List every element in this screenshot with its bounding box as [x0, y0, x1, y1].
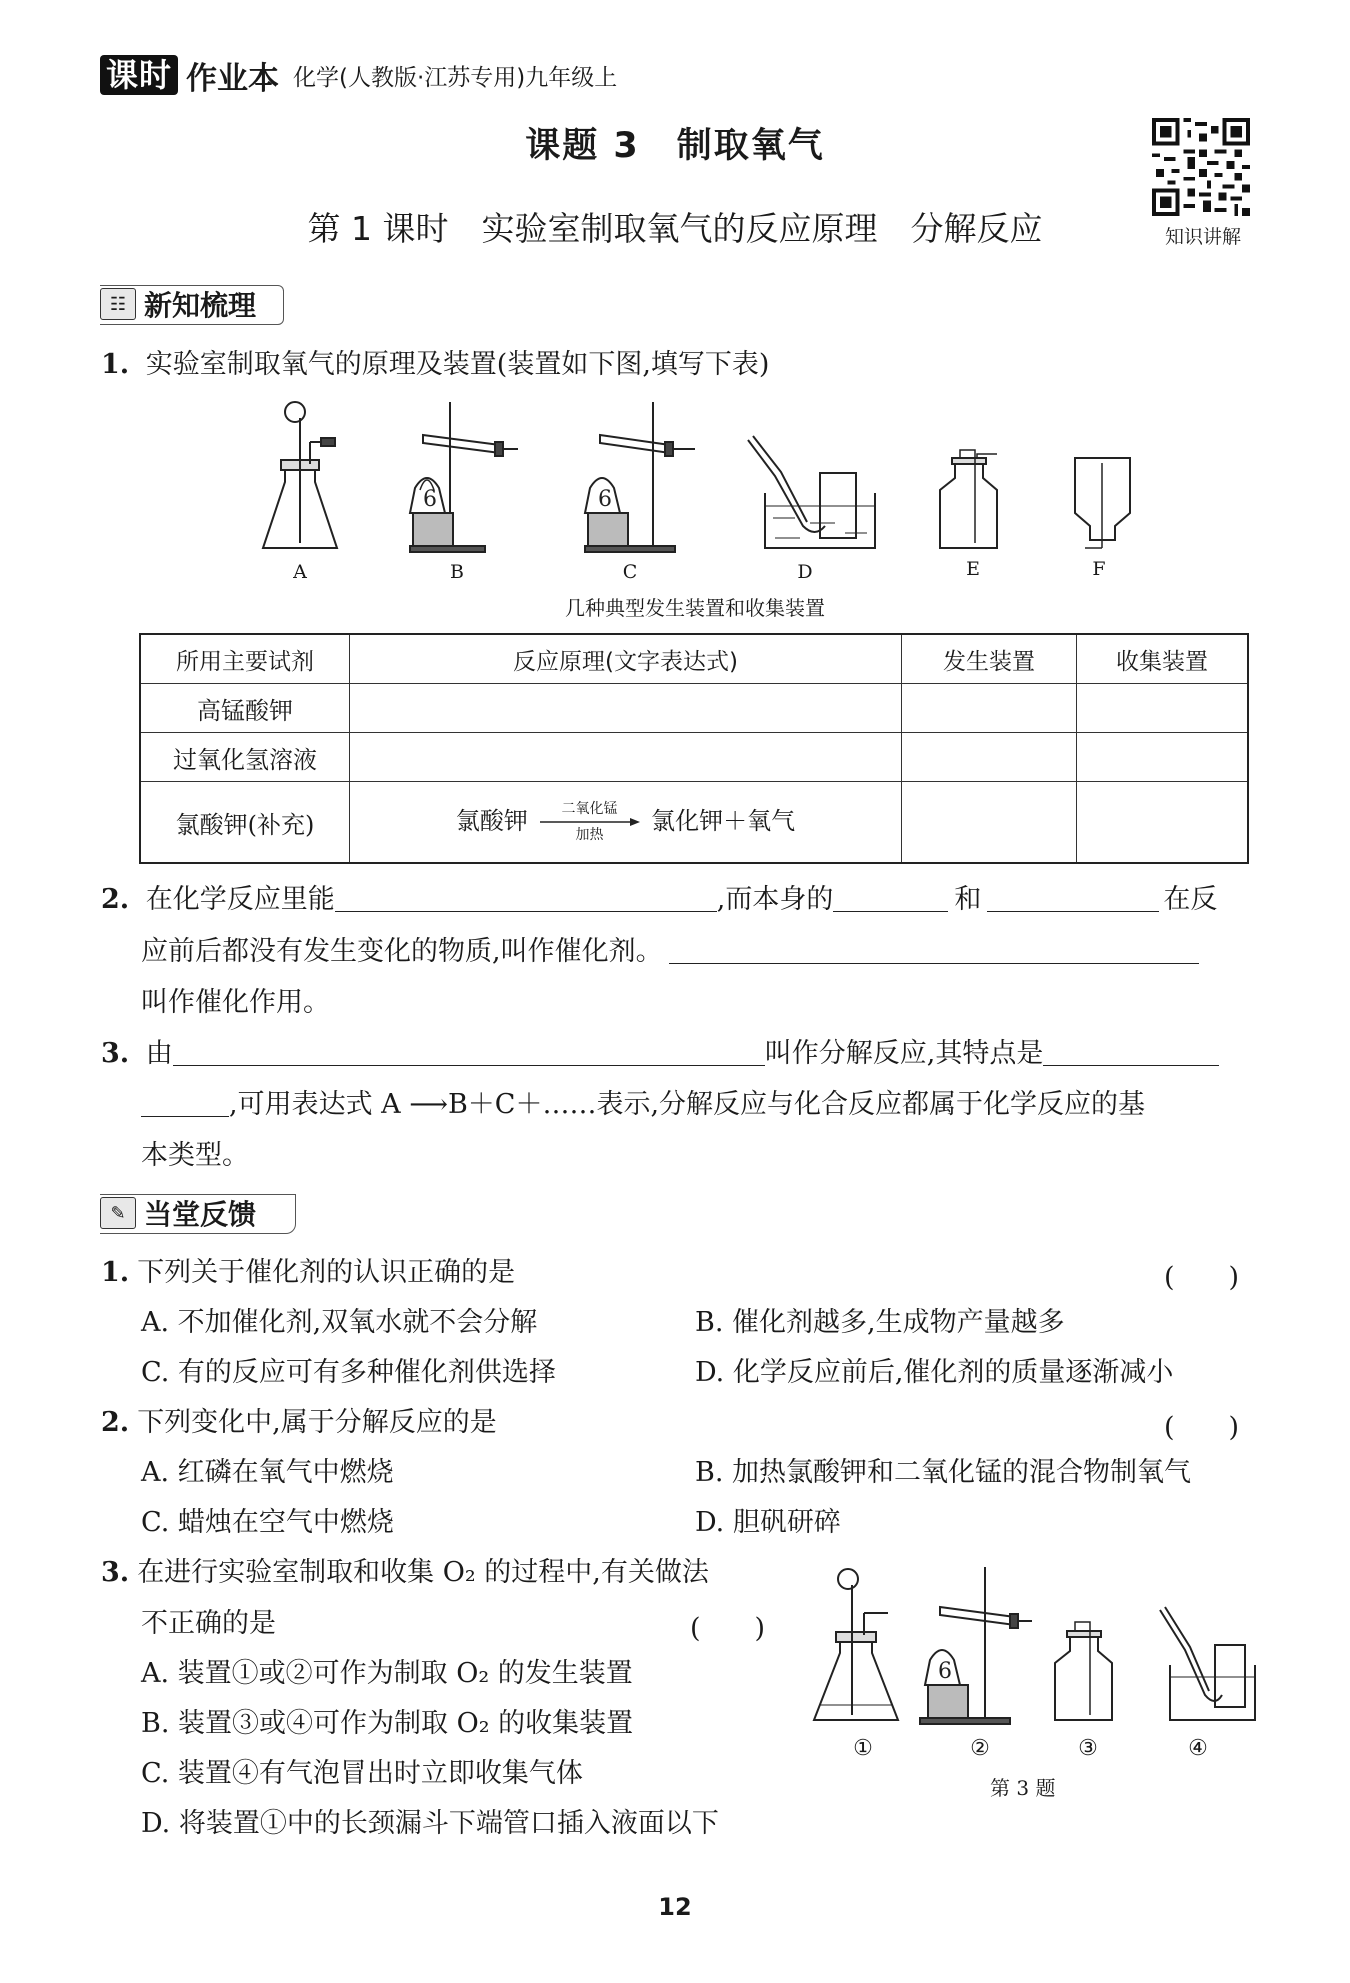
section-header-new-knowledge: [100, 285, 256, 323]
table-header: 收集装置: [1077, 634, 1249, 684]
question-text: 下列变化中,属于分解反应的是: [137, 1407, 497, 1438]
option-c[interactable]: C. 蜡烛在空气中燃烧: [141, 1507, 394, 1538]
table-cell-principle[interactable]: [350, 733, 902, 782]
table-header: 反应原理(文字表达式): [350, 634, 902, 684]
figure-caption: 第 3 题: [990, 1776, 1056, 1800]
table-cell-generator[interactable]: [902, 733, 1077, 782]
section-title: 当堂反馈: [144, 1198, 257, 1231]
feedback-question-3-stem: [101, 1555, 709, 1591]
table-cell-generator[interactable]: [902, 684, 1077, 733]
option-d[interactable]: D. 胆矾研碎: [695, 1507, 841, 1538]
apparatus-label-e: E: [966, 558, 980, 580]
question-3-line-3: 本类型。: [141, 1140, 249, 1171]
principle-left: 氯酸钾: [455, 806, 528, 835]
answer-blank[interactable]: [669, 935, 1199, 964]
answer-blank[interactable]: [173, 1037, 765, 1066]
feedback-question-2-stem: [101, 1405, 497, 1441]
question-number: 3.: [101, 1038, 130, 1069]
option-b[interactable]: B. 催化剂越多,生成物产量越多: [695, 1307, 1065, 1338]
question-3-line-2: [141, 1087, 1145, 1123]
option-a[interactable]: A. 红磷在氧气中燃烧: [141, 1457, 394, 1488]
table-cell-collector[interactable]: [1077, 733, 1249, 782]
svg-text:6: 6: [423, 487, 437, 512]
section-title: 新知梳理: [144, 289, 257, 322]
question-number: 1.: [101, 1257, 130, 1288]
answer-parentheses[interactable]: ( ): [690, 1613, 766, 1644]
question-3-line-1: [101, 1036, 1219, 1072]
figure-caption: 几种典型发生装置和收集装置: [565, 596, 825, 620]
apparatus-label-a: A: [293, 561, 307, 583]
table-cell-reagent: 氯酸钾(补充): [140, 782, 350, 864]
apparatus-d-water-trough: [748, 436, 875, 548]
table-cell-generator[interactable]: [902, 782, 1077, 864]
option-c[interactable]: C. 装置④有气泡冒出时立即收集气体: [141, 1758, 583, 1789]
option-a[interactable]: A. 不加催化剂,双氧水就不会分解: [141, 1307, 538, 1338]
option-b[interactable]: B. 加热氯酸钾和二氧化锰的混合物制氧气: [695, 1457, 1192, 1488]
table-row: [140, 782, 1248, 864]
feedback-question-3-stem-2: 不正确的是: [141, 1608, 276, 1639]
question-text: 和: [954, 884, 982, 915]
option-b[interactable]: B. 装置③或④可作为制取 O₂ 的收集装置: [141, 1708, 634, 1739]
answer-parentheses[interactable]: ( ): [1164, 1262, 1240, 1293]
question-text: 实验室制取氧气的原理及装置(装置如下图,填写下表): [145, 349, 770, 380]
apparatus-c-heating: [585, 402, 695, 552]
answer-parentheses[interactable]: ( ): [1164, 1412, 1240, 1443]
principle-right: 氯化钾＋氧气: [651, 806, 796, 835]
answer-blank[interactable]: [833, 883, 948, 912]
question-text: 在反: [1163, 884, 1218, 915]
table-header: 所用主要试剂: [140, 634, 350, 684]
figure-1-flask: [814, 1569, 898, 1720]
apparatus-f-inverted-bottle: [1075, 458, 1130, 548]
reaction-table: [139, 633, 1249, 864]
table-cell-collector[interactable]: [1077, 684, 1249, 733]
topic-title: 课题 3 制取氧气: [525, 126, 825, 166]
question-number: 1.: [101, 349, 130, 380]
apparatus-label-f: F: [1092, 558, 1106, 580]
page-number: 12: [658, 1893, 692, 1921]
table-cell-collector[interactable]: [1077, 782, 1249, 864]
brand-box: 课时: [100, 55, 178, 95]
question-number: 2.: [101, 884, 130, 915]
option-a[interactable]: A. 装置①或②可作为制取 O₂ 的发生装置: [141, 1658, 633, 1689]
question-number: 3.: [101, 1557, 130, 1588]
option-c[interactable]: C. 有的反应可有多种催化剂供选择: [141, 1357, 556, 1388]
table-header: 发生装置: [902, 634, 1077, 684]
question-2-line-3: 叫作催化作用。: [141, 987, 330, 1018]
qr-code-icon[interactable]: [1152, 118, 1250, 216]
arrow-icon: [540, 817, 640, 827]
qr-label: 知识讲解: [1164, 226, 1241, 248]
reaction-condition: [540, 801, 640, 843]
question-text: ,可用表达式 A ⟶B＋C＋……表示,分解反应与化合反应都属于化学反应的基: [229, 1089, 1146, 1120]
feedback-question-1-stem: [101, 1255, 515, 1291]
question-2-line-1: [101, 882, 1217, 918]
apparatus-b-heating: [410, 402, 518, 552]
figure-label-2: ②: [970, 1736, 990, 1761]
apparatus-figure: [255, 398, 1155, 558]
answer-blank[interactable]: [141, 1088, 229, 1117]
question-1-stem: [101, 347, 769, 383]
condition-label: 加热: [575, 827, 604, 844]
figure-label-3: ③: [1078, 1736, 1098, 1761]
brand-text: 作业本: [186, 60, 280, 97]
table-cell-reagent: 过氧化氢溶液: [140, 733, 350, 782]
apparatus-label-c: C: [622, 561, 638, 583]
figure-2-heating: [920, 1567, 1032, 1724]
answer-blank[interactable]: [987, 883, 1159, 912]
question-number: 2.: [101, 1407, 130, 1438]
question-text: ,而本身的: [716, 884, 834, 915]
question-text: 下列关于催化剂的认识正确的是: [137, 1257, 516, 1288]
table-cell-reagent: 高锰酸钾: [140, 684, 350, 733]
question-text: 在进行实验室制取和收集 O₂ 的过程中,有关做法: [137, 1557, 709, 1588]
section-header-feedback: [100, 1194, 256, 1232]
question-3-figure: [800, 1565, 1260, 1735]
option-d[interactable]: D. 化学反应前后,催化剂的质量逐渐减小: [695, 1357, 1174, 1388]
answer-blank[interactable]: [335, 883, 717, 912]
question-text: 应前后都没有发生变化的物质,叫作催化剂。: [141, 936, 663, 967]
figure-4-water-trough: [1160, 1607, 1255, 1720]
apparatus-label-d: D: [797, 561, 813, 583]
svg-text:6: 6: [938, 1659, 952, 1684]
lesson-title: 第 1 课时 实验室制取氧气的反应原理 分解反应: [307, 209, 1043, 248]
figure-label-1: ①: [853, 1736, 873, 1761]
question-2-line-2: [141, 934, 1199, 970]
book-icon: ☷: [100, 288, 136, 320]
svg-text:6: 6: [598, 487, 612, 512]
table-row: [140, 684, 1248, 733]
option-d[interactable]: D. 将装置①中的长颈漏斗下端管口插入液面以下: [141, 1808, 719, 1839]
catalyst-label: 二氧化锰: [561, 801, 618, 818]
figure-3-gas-bottle: [1055, 1622, 1112, 1720]
question-text: 由: [145, 1038, 173, 1069]
apparatus-e-gas-bottle: [940, 450, 997, 548]
question-text: 在化学反应里能: [145, 884, 335, 915]
pencil-icon: ✎: [100, 1197, 136, 1229]
table-cell-principle[interactable]: [350, 684, 902, 733]
table-cell-principle: [350, 782, 902, 864]
apparatus-label-b: B: [450, 561, 464, 583]
book-logo: [100, 55, 617, 95]
table-row: [140, 733, 1248, 782]
answer-blank[interactable]: [1043, 1037, 1219, 1066]
table-header-row: [140, 634, 1248, 684]
apparatus-a-flask: [263, 402, 337, 548]
question-text: 叫作分解反应,其特点是: [764, 1038, 1044, 1069]
book-subtitle: 化学(人教版·江苏专用)九年级上: [293, 64, 618, 91]
figure-label-4: ④: [1188, 1736, 1208, 1761]
